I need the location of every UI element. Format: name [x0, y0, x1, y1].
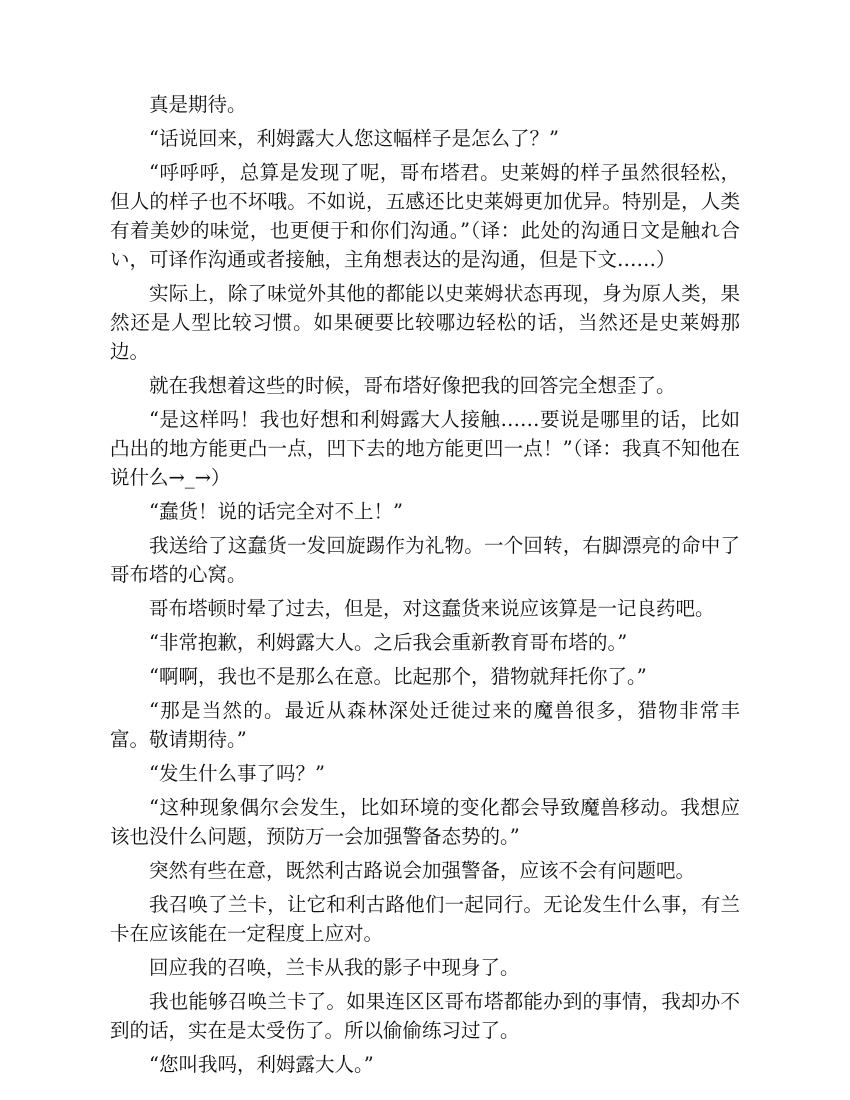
- paragraph: 我送给了这蠢货一发回旋踢作为礼物。一个回转，右脚漂亮的命中了哥布塔的心窝。: [110, 534, 740, 586]
- document-body: [110, 90, 740, 1079]
- paragraph: “您叫我吗，利姆露大人。”: [149, 1053, 374, 1076]
- paragraph: “蠢货！说的话完全对不上！”: [149, 500, 403, 523]
- paragraph: 突然有些在意，既然利古路说会加强警备，应该不会有问题吧。: [149, 859, 696, 882]
- paragraph: 回应我的召唤，兰卡从我的影子中现身了。: [149, 956, 520, 979]
- paragraph: “啊啊，我也不是那么在意。比起那个，猎物就拜托你了。”: [149, 665, 647, 688]
- paragraph: 我召唤了兰卡，让它和利古路他们一起同行。无论发生什么事，有兰卡在应该能在一定程度上应对。: [110, 893, 740, 945]
- paragraph: “呼呼呼，总算是发现了呢，哥布塔君。史莱姆的样子虽然很轻松，但人的样子也不坏哦。不如说，五感还比史莱姆更加优异。特别是，人类有着美妙的味觉，也更便于和你们沟通。”（译：此处的沟通日文是触れ合い，可译作沟通或者接触，主角想表达的是沟通，但是下文……）: [110, 161, 740, 271]
- paragraph: “非常抱歉，利姆露大人。之后我会重新教育哥布塔的。”: [149, 631, 628, 654]
- paragraph: 就在我想着这些的时候，哥布塔好像把我的回答完全想歪了。: [149, 374, 676, 397]
- paragraph: “话说回来，利姆露大人您这幅样子是怎么了？”: [149, 127, 559, 150]
- paragraph: “那是当然的。最近从森林深处迁徙过来的魔兽很多，猎物非常丰富。敬请期待。”: [110, 699, 740, 751]
- paragraph: “发生什么事了吗？”: [149, 762, 325, 785]
- paragraph: 哥布塔顿时晕了过去，但是，对这蠢货来说应该算是一记良药吧。: [149, 597, 715, 620]
- paragraph: 我也能够召唤兰卡了。如果连区区哥布塔都能办到的事情，我却办不到的话，实在是太受伤了。所以偷偷练习过了。: [110, 990, 740, 1042]
- paragraph: 实际上，除了味觉外其他的都能以史莱姆状态再现，身为原人类，果然还是人型比较习惯。如果硬要比较哪边轻松的话，当然还是史莱姆那边。: [110, 282, 740, 363]
- paragraph: “这种现象偶尔会发生，比如环境的变化都会导致魔兽移动。我想应该也没什么问题，预防万一会加强警备态势的。”: [110, 796, 740, 848]
- paragraph: “是这样吗！我也好想和利姆露大人接触……要说是哪里的话，比如凸出的地方能更凸一点，凹下去的地方能更凹一点！”（译：我真不知他在说什么→_→）: [110, 408, 740, 489]
- paragraph: 真是期待。: [149, 93, 247, 116]
